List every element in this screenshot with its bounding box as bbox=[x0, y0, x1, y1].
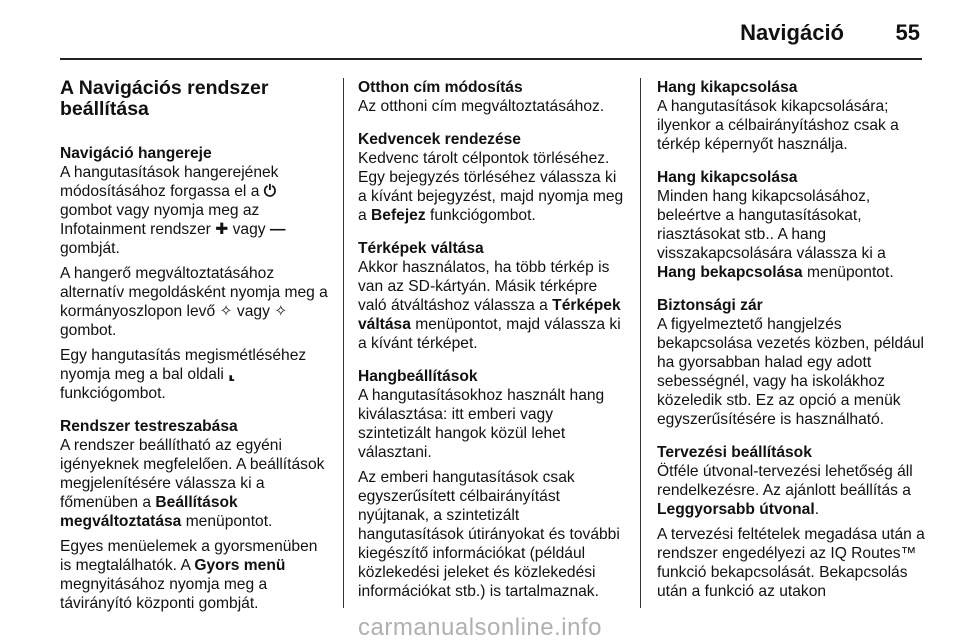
route-planning-section bbox=[657, 443, 925, 601]
quick-menu-label: Gyors menü bbox=[194, 557, 286, 574]
home-address-section bbox=[358, 78, 626, 116]
column-divider-2 bbox=[640, 78, 641, 608]
column-divider-1 bbox=[343, 78, 344, 608]
safety-lock-paragraph: A figyelmeztető hangjelzés bekapcsolása vezetés közben, például ha gyorsabban halad egy adott sebességnél, vagy ha iskolákhoz közeledik stb. Ez az opció a menük egyszerűsítésére is használható. bbox=[657, 316, 925, 428]
sound-settings-paragraph-1: A hangutasításokhoz használt hang kiválasztása: itt emberi vagy szintetizált hangok közül lehet választani. bbox=[358, 387, 605, 461]
plus-icon: ✚ bbox=[215, 221, 229, 238]
nav-volume-heading: Navigáció hangereje bbox=[60, 145, 212, 162]
maps-paragraph: Akkor használatos, ha több térkép is van az SD-kártyán. Másik térképre való átváltáshoz válassza a Térképek váltása menüpontot, majd válassza ki a kívánt térképet. bbox=[358, 259, 621, 352]
left-softkey-icon: ⸤ bbox=[228, 366, 236, 383]
route-planning-paragraph-2: A tervezési feltételek megadása után a rendszer engedélyezi az IQ Routes™ funkció bekapcsolását. Bekapcsolás után a funkció az utakon bbox=[657, 526, 925, 600]
personalize-paragraph-1: A rendszer beállítható az egyéni igényeknek megfelelően. A beállítások megjelenítésére válassza ki a főmenüben a Beállítások megváltoztatása menüpontot. bbox=[60, 437, 325, 530]
mute-all-paragraph: Minden hang kikapcsolásához, beleértve a hangutasításokat, riasztásokat stb.. A hang visszakapcsolására válassza ki a Hang bekapcsolása menüpontot. bbox=[657, 188, 894, 281]
mute-voice-paragraph: A hangutasítások kikapcsolására; ilyenkor a célbairányításhoz csak a térkép képernyőt használja. bbox=[657, 98, 899, 153]
page-header bbox=[0, 0, 960, 62]
mute-all-section bbox=[657, 168, 925, 282]
nav-volume-paragraph-3: Egy hangutasítás megismétléséhez nyomja meg a bal oldali ⸤ funkciógombot. bbox=[60, 347, 307, 402]
fastest-route-label: Leggyorsabb útvonal bbox=[657, 501, 815, 518]
home-address-heading: Otthon cím módosítás bbox=[358, 79, 523, 96]
watermark: carmanualsonline.info bbox=[358, 614, 602, 641]
mute-voice-section bbox=[657, 78, 925, 154]
switch-maps-menu-label: Térképek váltása bbox=[358, 297, 621, 333]
personalize-paragraph-2: Egyes menüelemek a gyorsmenüben is megtalálhatók. A Gyors menü megnyitásához nyomja meg a távirányító központi gombját. bbox=[60, 538, 318, 612]
safety-lock-heading: Biztonsági zár bbox=[657, 297, 763, 314]
sound-settings-paragraph-2: Az emberi hangutasítások csak egyszerűsített célbairányítást nyújtanak, a szintetizált hangutasítások útirányokat és további kiegészítő információkat (például közlekedési jeleket és közlekedési információkat stb.) is tartalmaznak. bbox=[358, 469, 620, 600]
route-planning-paragraph-1: Ötféle útvonal-tervezési lehetőség áll rendelkezésre. Az ajánlott beállítás a Leggyorsabb útvonal. bbox=[657, 463, 913, 518]
change-settings-menu-label: Beállítások megváltoztatása bbox=[60, 494, 238, 530]
volume-up-icon: ✧ bbox=[219, 303, 233, 320]
nav-volume-paragraph-1: A hangutasítások hangerejének módosításához forgassa el a ⏻ gombot vagy nyomja meg az Infotainment rendszer ✚ vagy — gombját. bbox=[60, 164, 286, 257]
chapter-title: Navigáció bbox=[740, 20, 844, 45]
safety-lock-section bbox=[657, 296, 925, 429]
sound-settings-section bbox=[358, 367, 626, 601]
maps-heading: Térképek váltása bbox=[358, 240, 484, 257]
column-1 bbox=[60, 78, 330, 627]
favorites-heading: Kedvencek rendezése bbox=[358, 131, 521, 148]
mute-voice-heading: Hang kikapcsolása bbox=[657, 79, 798, 96]
sound-on-menu-label: Hang bekapcsolása bbox=[657, 264, 803, 281]
column-3 bbox=[657, 78, 925, 615]
sound-settings-heading: Hangbeállítások bbox=[358, 368, 478, 385]
header-divider bbox=[60, 58, 922, 60]
personalize-section bbox=[60, 417, 330, 613]
volume-down-icon: ✧ bbox=[274, 303, 288, 320]
mute-all-heading: Hang kikapcsolása bbox=[657, 169, 798, 186]
minus-icon: — bbox=[269, 221, 286, 238]
maps-section bbox=[358, 239, 626, 353]
route-planning-heading: Tervezési beállítások bbox=[657, 444, 812, 461]
column-2 bbox=[358, 78, 626, 615]
page-number: 55 bbox=[895, 20, 920, 45]
section-title: A Navigációs rendszer beállítása bbox=[60, 77, 269, 120]
nav-volume-paragraph-2: A hangerő megváltoztatásához alternatív megoldásként nyomja meg a kormányoszlopon levő ✧ vagy ✧ gombot. bbox=[60, 265, 328, 339]
personalize-heading: Rendszer testreszabása bbox=[60, 418, 238, 435]
nav-volume-section bbox=[60, 144, 330, 403]
favorites-paragraph: Kedvenc tárolt célpontok törléséhez. Egy bejegyzés törléséhez válassza ki a kívánt bejegyzést, majd nyomja meg a Befejez funkciógombot. bbox=[358, 150, 624, 224]
power-knob-icon: ⏻ bbox=[263, 183, 277, 200]
favorites-section bbox=[358, 130, 626, 225]
finish-softkey-label: Befejez bbox=[371, 207, 426, 224]
home-address-paragraph: Az otthoni cím megváltoztatásához. bbox=[358, 98, 605, 115]
